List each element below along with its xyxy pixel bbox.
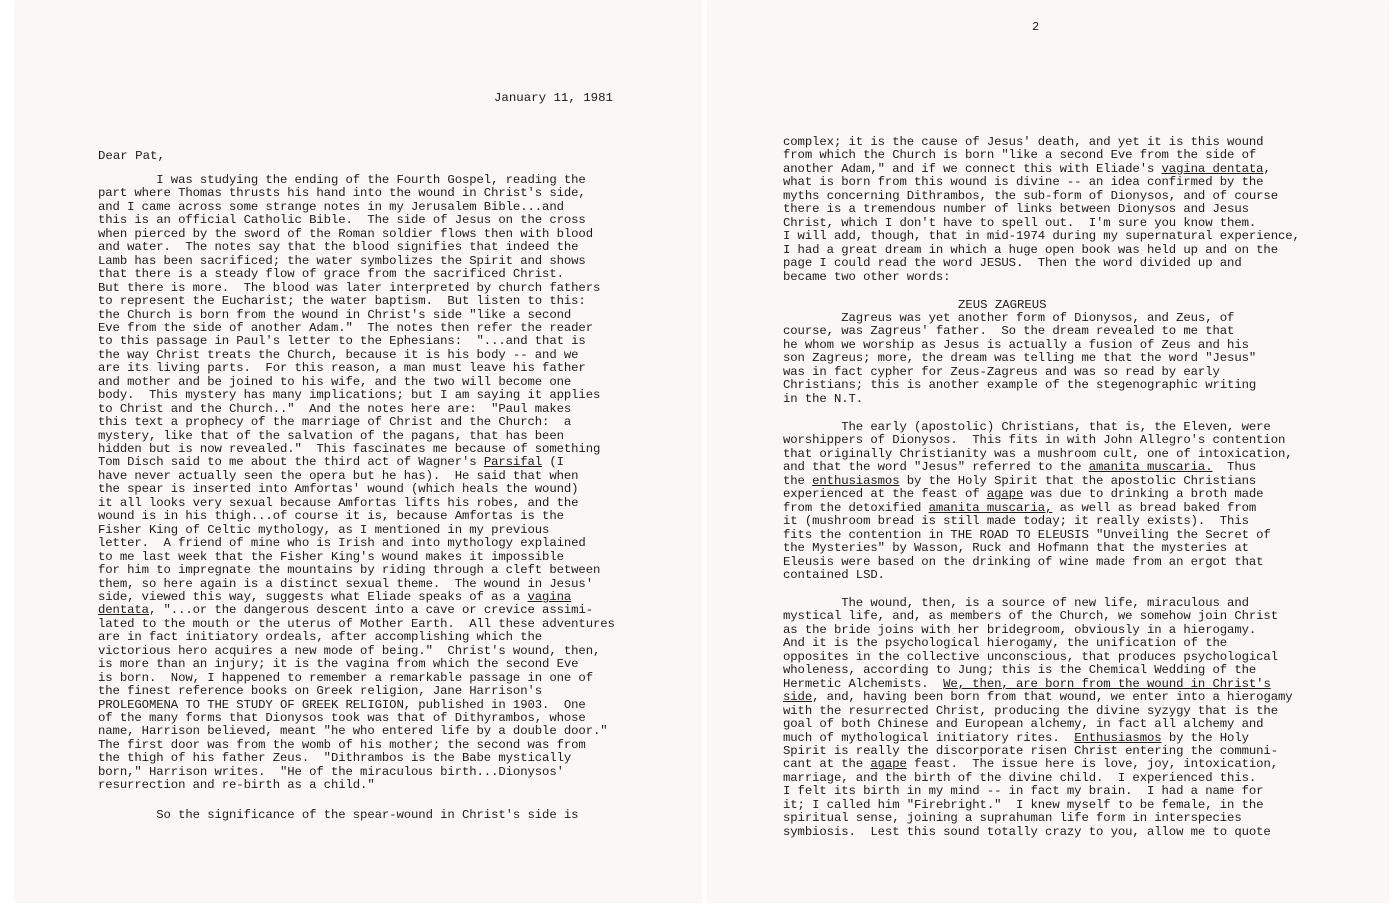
text-line: this text a prophecy of the marriage of Christ and the Church: a xyxy=(98,415,572,430)
text-line: part where Thomas thrusts his hand into the wound in Christ's side, xyxy=(98,186,586,201)
text-line: side, viewed this way, suggests what Eliade speaks of as a vagina xyxy=(98,589,572,604)
text-line: Eve from the side of another Adam." The notes then refer the reader xyxy=(98,320,593,335)
letter-page-1 xyxy=(16,0,701,902)
zeus-zagreus-heading: ZEUS ZAGREUS xyxy=(958,298,1047,312)
body-paragraph-2: So the significance of the spear-wound in Christ's side is xyxy=(98,808,579,822)
text-line: to represent the Eucharist; the water baptism. But listen to this: xyxy=(98,294,586,309)
text-line: became two other words: xyxy=(783,269,951,284)
text-line: to Christ and the Church.." And the notes here are: "Paul makes xyxy=(98,401,572,416)
text-line: it; I called him "Firebright." I knew myself to be female, in the xyxy=(783,797,1264,812)
text-line: page I could read the word JESUS. Then the word divided up and xyxy=(783,256,1242,271)
text-line: for him to impregnate the mountains by riding through a cleft between xyxy=(98,563,601,578)
text-line: Christians; this is another example of the stegenographic writing xyxy=(783,378,1257,393)
text-line: PROLEGOMENA TO THE STUDY OF GREEK RELIGION, published in 1903. One xyxy=(98,697,586,712)
text-line: is born. Now, I happened to remember a remarkable passage in one of xyxy=(98,670,593,685)
text-line: lated to the mouth or the uterus of Mother Earth. All these adventures xyxy=(98,616,615,631)
text-line: that originally Christianity was a mushroom cult, one of intoxication, xyxy=(783,446,1293,461)
letter-date: January 11, 1981 xyxy=(494,91,613,105)
text-line: complex; it is the cause of Jesus' death, and yet it is this wound xyxy=(783,135,1264,149)
text-line: symbiosis. Lest this sound totally crazy to you, allow me to quote xyxy=(783,824,1271,839)
page-number: 2 xyxy=(1032,20,1040,34)
text-line: from the detoxified amanita muscaria, as well as bread baked from xyxy=(783,500,1257,515)
text-line: Spirit is really the discorporate risen Christ entering the communi- xyxy=(783,743,1278,758)
text-line: hidden but is now revealed." This fascinates me because of something xyxy=(98,442,601,456)
text-line: letter. A friend of mine who is Irish and into mythology explained xyxy=(98,536,586,551)
text-line: is more than an injury; it is the vagina from which the second Eve xyxy=(98,657,579,672)
text-line: The wound, then, is a source of new life, miraculous and xyxy=(783,596,1249,610)
text-line: spiritual sense, joining a suprahuman life form in interspecies xyxy=(783,811,1242,826)
text-line: the spear is inserted into Amfortas' wound (which heals the wound) xyxy=(98,482,579,497)
text-line: that there is a steady flow of grace from the sacrificed Christ. xyxy=(98,267,564,282)
text-line: them, so here again is a distinct sexual theme. The wound in Jesus' xyxy=(98,576,593,591)
text-line: and that the word "Jesus" referred to the amanita muscaria. Thus xyxy=(783,460,1257,475)
text-line: when pierced by the sword of the Roman soldier flows then with blood xyxy=(98,226,593,241)
text-line: with the resurrected Christ, producing the divine syzygy that is the xyxy=(783,703,1278,718)
text-line: Fisher King of Celtic mythology, as I mentioned in my previous xyxy=(98,522,550,537)
text-line: mystical life, and, as members of the Church, we somehow join Christ xyxy=(783,609,1278,624)
text-line: son Zagreus; more, the dream was telling me that the word "Jesus" xyxy=(783,351,1257,366)
text-line: are in fact initiatory ordeals, after accomplishing which the xyxy=(98,630,543,645)
text-line: myths concerning Dithrambos, the sub-form of Dionysos, and of course xyxy=(783,188,1278,203)
text-line: Tom Disch said to me about the third act of Wagner's Parsifal (I xyxy=(98,455,564,470)
text-line: resurrection and re-birth as a child." xyxy=(98,778,375,793)
letter-page-2 xyxy=(708,0,1388,902)
text-line: cant at the agape feast. The issue here is love, joy, intoxication, xyxy=(783,757,1279,772)
text-line: the thigh of his father Zeus. "Dithrambos is the Babe mystically xyxy=(98,751,572,766)
text-line: have never actually seen the opera but he has). He said that when xyxy=(98,468,579,483)
text-line: Lamb has been sacrificed; the water symbolizes the Spirit and shows xyxy=(98,253,586,268)
text-line: the Church is born from the wound in Christ's side "like a second xyxy=(98,307,572,322)
text-line: it (mushroom bread is still made today; it really exists). This xyxy=(783,514,1249,529)
text-line: of the many forms that Dionysos took was that of Dithyrambos, whose xyxy=(98,711,586,725)
text-line: But there is more. The blood was later interpreted by church fathers xyxy=(98,280,601,295)
text-line: to me last week that the Fisher King's wound makes it impossible xyxy=(98,549,564,564)
text-line: opposites in the collective unconscious, that produces psychological xyxy=(783,649,1278,664)
text-line: goal of both Chinese and European alchemy, in fact all alchemy and xyxy=(783,717,1264,732)
text-line: much of mythological initiatory rites. Enthusiasmos by the Holy xyxy=(783,730,1249,745)
text-line: And it is the psychological hierogamy, the unification of the xyxy=(783,636,1228,651)
text-line: the enthusiasmos by the Holy Spirit that the apostolic Christians xyxy=(783,473,1257,488)
text-line: body. This mystery has many implications; but I am saying it applies xyxy=(98,388,601,403)
text-line: name, Harrison believed, meant "he who entered life by a double door." xyxy=(98,724,608,739)
text-line: to this passage in Paul's letter to the Ephesians: "...and that is xyxy=(98,334,586,349)
text-line: wound is in his thigh...of course it is, because Amfortas is the xyxy=(98,509,564,524)
text-line: dentata, "...or the dangerous descent into a cave or crevice assimi- xyxy=(98,603,594,618)
text-line: Hermetic Alchemists. We, then, are born from the wound in Christ's xyxy=(783,676,1271,691)
text-line: victorious hero acquires a new mode of being." Christ's wound, then, xyxy=(98,643,601,658)
text-line: from which the Church is born "like a second Eve from the side of xyxy=(783,148,1257,163)
text-line: the way Christ treats the Church, because it is his body -- and we xyxy=(98,347,579,362)
text-line: I had a great dream in which a huge open book was held up and on the xyxy=(783,242,1278,257)
text-line: experienced at the feast of agape was due to drinking a broth made xyxy=(783,487,1264,502)
text-line: mystery, like that of the salvation of the pagans, that has been xyxy=(98,428,564,443)
text-line: worshippers of Dionysos. This fits in with John Allegro's contention xyxy=(783,433,1286,448)
text-line: Christ, which I don't have to spell out. I'm sure you know them. xyxy=(783,215,1257,230)
text-line: The early (apostolic) Christians, that is, the Eleven, were xyxy=(783,420,1271,434)
text-line: there is a tremendous number of links between Dionysos and Jesus xyxy=(783,202,1249,217)
text-line: the finest reference books on Greek religion, Jane Harrison's xyxy=(98,684,543,699)
text-line: born," Harrison writes. "He of the miraculous birth...Dionysos' xyxy=(98,764,564,779)
text-line: what is born from this wound is divine -- an idea confirmed by the xyxy=(783,175,1264,190)
text-line: are its living parts. For this reason, a man must leave his father xyxy=(98,361,586,376)
text-line: I will add, though, that in mid-1974 during my supernatural experience, xyxy=(783,229,1300,244)
text-line: was in fact cypher for Zeus-Zagreus and was so read by early xyxy=(783,364,1220,379)
text-line: it all looks very sexual because Amfortas lifts his robes, and the xyxy=(98,495,579,510)
text-line: I felt its birth in my mind -- in fact my brain. I had a name for xyxy=(783,784,1264,799)
salutation: Dear Pat, xyxy=(98,149,165,163)
text-line: marriage, and the birth of the divine child. I experienced this. xyxy=(783,770,1257,785)
text-line: side, and, having been born from that wound, we enter into a hierogamy xyxy=(783,690,1293,705)
text-line: wholeness, according to Jung; this is the Chemical Wedding of the xyxy=(783,663,1257,678)
text-line: The first door was from the womb of his mother; the second was from xyxy=(98,737,586,752)
text-line: this is an official Catholic Bible. The side of Jesus on the cross xyxy=(98,213,586,228)
text-line: and I came across some strange notes in my Jerusalem Bible...and xyxy=(98,199,564,214)
text-line: another Adam," and if we connect this with Eliade's vagina dentata, xyxy=(783,161,1271,176)
text-line: Eleusis were based on the drinking of wine made from an ergot that xyxy=(783,554,1264,569)
text-line: and mother and be joined to his wife, and the two will become one xyxy=(98,374,572,389)
text-line: I was studying the ending of the Fourth Gospel, reading the xyxy=(98,173,586,187)
text-line: and water. The notes say that the blood signifies that indeed the xyxy=(98,240,579,255)
text-line: the Mysteries" by Wasson, Ruck and Hofmann that the mysteries at xyxy=(783,541,1249,556)
text-line: contained LSD. xyxy=(783,567,885,582)
text-line: Zagreus was yet another form of Dionysos, and Zeus, of xyxy=(783,311,1235,325)
text-line: course, was Zagreus' father. So the dream revealed to me that xyxy=(783,324,1235,339)
text-line: he whom we worship as Jesus is actually a fusion of Zeus and his xyxy=(783,337,1249,352)
text-line: in the N.T. xyxy=(783,391,864,406)
text-line: as the bride joins with her bridegroom, obviously in a hierogamy. xyxy=(783,622,1257,637)
text-line: fits the contention in THE ROAD TO ELEUSIS "Unveiling the Secret of xyxy=(783,527,1271,542)
